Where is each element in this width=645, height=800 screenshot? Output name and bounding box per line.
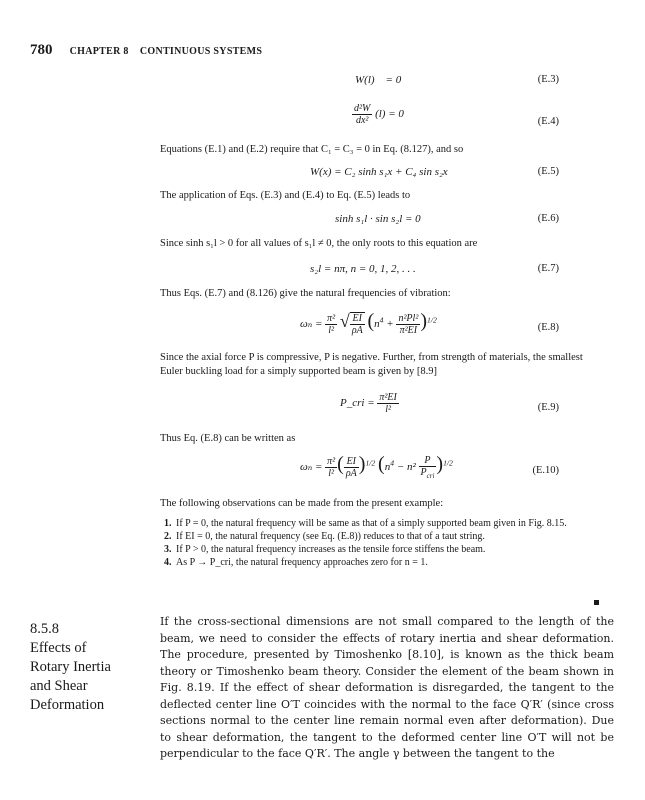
section-title-line: Deformation [30, 697, 105, 713]
text-line: Since sinh s₁l > 0 for all values of s₁l ≠ 0, the only roots to this equation are [160, 238, 478, 249]
equation-label-e8: (E.8) [537, 322, 559, 333]
equation-e3: W(l) = 0 [355, 74, 402, 86]
section-title-line: Rotary Inertia [30, 659, 111, 675]
equation-label-e9: (E.9) [537, 402, 559, 413]
equation-label-e7: (E.7) [537, 263, 559, 274]
list-item: 4. As P → P_cri, the natural frequency approaches zero for n = 1. [174, 556, 634, 569]
page-number: 780 [30, 42, 53, 58]
equation-label-e6: (E.6) [537, 213, 559, 224]
equation-e9: P_cri = $\frac{\text{π²EI}}{\text{l²}}$ [340, 392, 397, 415]
section-heading [30, 620, 111, 715]
list-item: 1. If P = 0, the natural frequency will be same as that of a simply supported beam given in Fig. 8.15. [174, 517, 634, 530]
chapter-title: CONTINUOUS SYSTEMS [139, 46, 263, 57]
text-line: Equations (E.1) and (E.2) require that C₁ = C₃ = 0 in Eq. (8.127), and so [160, 144, 464, 155]
text-line: Euler buckling load for a simply supported beam is given by [8.9] [160, 366, 438, 377]
page-header [30, 42, 262, 59]
end-of-example-mark [594, 600, 599, 605]
section-title-line: Effects of [30, 640, 87, 656]
equation-label-e10: (E.10) [532, 465, 559, 476]
text-line: Thus Eq. (E.8) can be written as [160, 433, 296, 444]
equation-label-e5: (E.5) [537, 166, 559, 177]
equation-label-e4: (E.4) [537, 116, 559, 127]
text-line: The application of Eqs. (E.3) and (E.4) to Eq. (E.5) leads to [160, 190, 411, 201]
section-body: If the cross-sectional dimensions are not small compared to the length of the beam, we need to consider the effects of rotary inertia and shear deformation. The procedure, presented by Timoshenko [8.10], is known as the thick beam theory or Timoshenko beam theory. Consider the element of the beam shown in Fig. 8.19. If the effect of shear deformation is disregarded, the tangent to the deflected center line O′T coincides with the normal to the face Q′R′ (since cross sections normal to the center line remain normal even after deformation). Due to shear deformation, the tangent to the deformed center line O′T will not be perpendicular to the face Q′R′. The angle γ between the tangent to the [160, 615, 614, 760]
equation-e4: $\frac{\text{d²W}}{\text{dx²}}$ (l) = 0 [354, 103, 404, 126]
section-title-line: and Shear [30, 678, 88, 694]
equation-label-e3: (E.3) [537, 74, 559, 85]
text-line: Since the axial force P is compressive, P is negative. Further, from strength of materials, the smallest [160, 352, 583, 363]
equation-e5: W(x) = C₂ sinh s₁x + C₄ sin s₂x [310, 166, 448, 178]
section-number: 8.5.8 [30, 621, 59, 637]
chapter-label: CHAPTER 8 [69, 46, 129, 57]
equation-e8: ωₙ = $\frac{\text{π²}}{\text{l²}}$ √ $\frac{EI}{\rho A}$ ($n^4$ + $\frac{\text{n²Pl²}}{\text{π²EI}}$ )$^{1/2}$ [300, 310, 437, 337]
equation-e6: sinh s₁l · sin s₂l = 0 [335, 213, 421, 225]
equation-e10: ωₙ = $\frac{\text{π²}}{\text{l²}}$ ( $\frac{EI}{\rho A}$ )$^{1/2}$ ($n^4 - n^2$ $\frac{P}{P_{cri}}$ )$^{1/2}$ [300, 453, 453, 480]
list-item: 3. If P > 0, the natural frequency increases as the tensile force stiffens the beam. [174, 543, 634, 556]
text-line: The following observations can be made from the present example: [160, 498, 444, 509]
list-item: 2. If EI = 0, the natural frequency (see Eq. (E.8)) reduces to that of a taut string. [174, 530, 634, 543]
observations-list [160, 517, 634, 569]
text-line: Thus Eqs. (E.7) and (8.126) give the natural frequencies of vibration: [160, 288, 451, 299]
equation-e7: s₂l = nπ, n = 0, 1, 2, . . . [310, 263, 416, 275]
